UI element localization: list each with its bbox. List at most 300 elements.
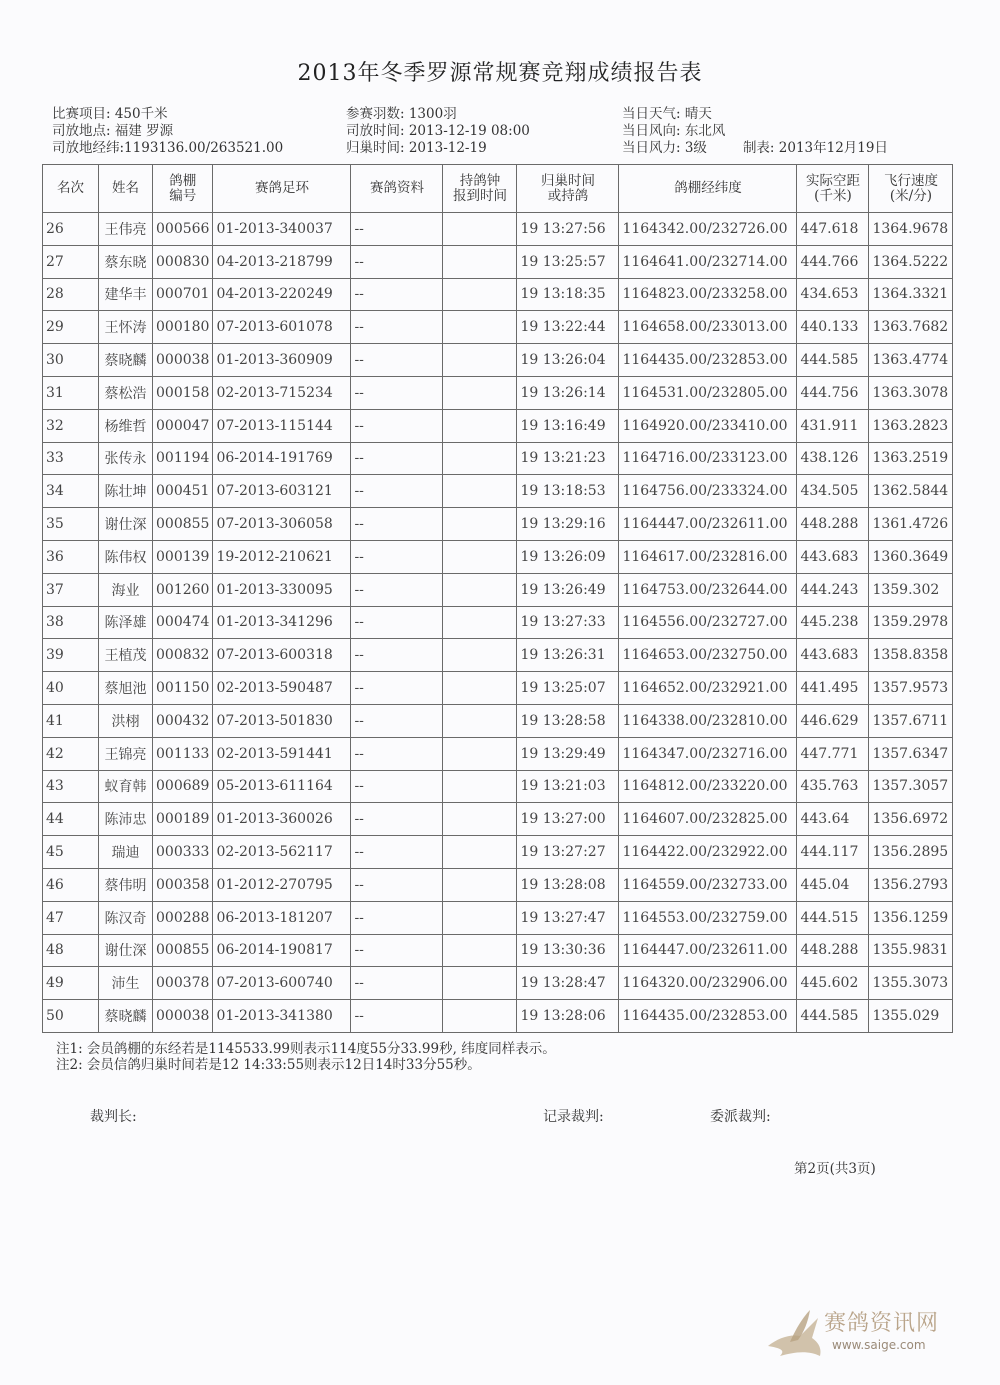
cell-arrival-time: 19 13:18:35 [517,278,619,311]
cell-clock-time [443,737,517,770]
cell-speed: 1364.3321 [869,278,953,311]
table-row [43,1000,953,1033]
cell-ring: 01-2013-360026 [213,803,351,836]
cell-loft-coords: 1164422.00/232922.00 [619,836,797,869]
header-speed: 飞行速度 (米/分) [869,165,953,213]
cell-rank: 46 [43,868,99,901]
header-arrival-time: 归巢时间 或持鸽 [517,165,619,213]
table-row [43,967,953,1000]
cell-loft-id: 000378 [153,967,213,1000]
cell-rank: 26 [43,213,99,246]
cell-loft-coords: 1164753.00/232644.00 [619,573,797,606]
cell-loft-id: 000830 [153,245,213,278]
cell-distance: 438.126 [797,442,869,475]
cell-bird-info: -- [351,376,443,409]
cell-loft-coords: 1164435.00/232853.00 [619,344,797,377]
table-row [43,803,953,836]
table-row [43,573,953,606]
cell-rank: 45 [43,836,99,869]
cell-ring: 02-2013-562117 [213,836,351,869]
cell-speed: 1363.2519 [869,442,953,475]
cell-rank: 41 [43,704,99,737]
cell-clock-time [443,770,517,803]
cell-bird-info: -- [351,967,443,1000]
table-row [43,836,953,869]
cell-speed: 1356.1259 [869,901,953,934]
cell-arrival-time: 19 13:26:09 [517,540,619,573]
cell-arrival-time: 19 13:27:33 [517,606,619,639]
cell-name: 陈沛忠 [99,803,153,836]
cell-loft-id: 000333 [153,836,213,869]
cell-bird-info: -- [351,442,443,475]
cell-arrival-time: 19 13:26:49 [517,573,619,606]
cell-distance: 434.505 [797,475,869,508]
cell-loft-id: 001260 [153,573,213,606]
cell-bird-info: -- [351,868,443,901]
cell-loft-coords: 1164447.00/232611.00 [619,508,797,541]
header-loft-id: 鸽棚 编号 [153,165,213,213]
cell-bird-info: -- [351,508,443,541]
cell-loft-id: 001150 [153,672,213,705]
cell-arrival-time: 19 13:26:31 [517,639,619,672]
cell-bird-info: -- [351,803,443,836]
cell-clock-time [443,409,517,442]
cell-arrival-time: 19 13:25:07 [517,672,619,705]
cell-name: 蔡松浩 [99,376,153,409]
table-row [43,672,953,705]
watermark-url: www.saige.com [832,1338,926,1352]
cell-speed: 1363.3078 [869,376,953,409]
cell-clock-time [443,540,517,573]
cell-loft-id: 000474 [153,606,213,639]
cell-rank: 28 [43,278,99,311]
cell-distance: 445.602 [797,967,869,1000]
cell-rank: 34 [43,475,99,508]
cell-speed: 1363.4774 [869,344,953,377]
cell-rank: 32 [43,409,99,442]
cell-loft-coords: 1164652.00/232921.00 [619,672,797,705]
cell-distance: 444.756 [797,376,869,409]
cell-clock-time [443,901,517,934]
cell-rank: 50 [43,1000,99,1033]
cell-loft-id: 000180 [153,311,213,344]
cell-name: 蔡晓麟 [99,344,153,377]
cell-speed: 1356.2895 [869,836,953,869]
cell-clock-time [443,344,517,377]
cell-clock-time [443,868,517,901]
cell-rank: 39 [43,639,99,672]
cell-bird-info: -- [351,344,443,377]
cell-rank: 35 [43,508,99,541]
cell-loft-id: 000038 [153,344,213,377]
cell-arrival-time: 19 13:27:56 [517,213,619,246]
report-title: 2013年冬季罗源常规赛竞翔成绩报告表 [297,61,703,86]
cell-rank: 33 [43,442,99,475]
recorder-label: 记录裁判: [543,1109,604,1125]
cell-speed: 1364.9678 [869,213,953,246]
cell-arrival-time: 19 13:28:06 [517,1000,619,1033]
table-row [43,409,953,442]
note-1: 注1: 会员鸽棚的东经若是1145533.99则表示114度55分33.99秒, 纬度同样表示。 [56,1041,556,1057]
info-col-3 [622,106,888,157]
cell-ring: 06-2014-190817 [213,934,351,967]
cell-loft-coords: 1164617.00/232816.00 [619,540,797,573]
table-row [43,344,953,377]
cell-bird-info: -- [351,704,443,737]
cell-bird-info: -- [351,540,443,573]
cell-loft-coords: 1164338.00/232810.00 [619,704,797,737]
table-row [43,213,953,246]
cell-name: 陈壮坤 [99,475,153,508]
cell-speed: 1359.302 [869,573,953,606]
page-number: 第2页(共3页) [794,1161,876,1177]
cell-name: 海业 [99,573,153,606]
cell-arrival-time: 19 13:21:03 [517,770,619,803]
cell-loft-id: 000432 [153,704,213,737]
cell-speed: 1358.8358 [869,639,953,672]
cell-clock-time [443,606,517,639]
cell-arrival-time: 19 13:27:00 [517,803,619,836]
weather-info: 当日天气: 晴天 [622,106,712,122]
cell-arrival-time: 19 13:27:27 [517,836,619,869]
cell-rank: 42 [43,737,99,770]
cell-clock-time [443,278,517,311]
cell-bird-info: -- [351,836,443,869]
cell-ring: 05-2013-611164 [213,770,351,803]
cell-name: 沛生 [99,967,153,1000]
table-row [43,704,953,737]
cell-name: 谢仕深 [99,934,153,967]
cell-rank: 44 [43,803,99,836]
cell-distance: 445.238 [797,606,869,639]
cell-loft-id: 000139 [153,540,213,573]
cell-clock-time [443,442,517,475]
cell-arrival-time: 19 13:29:16 [517,508,619,541]
cell-distance: 448.288 [797,934,869,967]
cell-arrival-time: 19 13:25:57 [517,245,619,278]
wind-force-info: 当日风力: 3级 制表: 2013年12月19日 [622,140,888,156]
cell-ring: 04-2013-218799 [213,245,351,278]
cell-name: 王怀涛 [99,311,153,344]
cell-ring: 01-2013-341380 [213,1000,351,1033]
cell-ring: 07-2013-600318 [213,639,351,672]
cell-name: 陈泽雄 [99,606,153,639]
cell-clock-time [443,836,517,869]
cell-arrival-time: 19 13:18:53 [517,475,619,508]
cell-arrival-time: 19 13:30:36 [517,934,619,967]
cell-loft-id: 000855 [153,508,213,541]
cell-loft-coords: 1164553.00/232759.00 [619,901,797,934]
cell-name: 蔡东晓 [99,245,153,278]
cell-ring: 07-2013-601078 [213,311,351,344]
cell-bird-info: -- [351,639,443,672]
watermark-name: 赛鸽资讯网 [824,1311,940,1336]
cell-distance: 443.683 [797,540,869,573]
table-row [43,376,953,409]
cell-bird-info: -- [351,213,443,246]
cell-bird-info: -- [351,770,443,803]
cell-arrival-time: 19 13:29:49 [517,737,619,770]
cell-arrival-time: 19 13:26:14 [517,376,619,409]
cell-name: 王植茂 [99,639,153,672]
cell-name: 杨维哲 [99,409,153,442]
cell-loft-coords: 1164531.00/232805.00 [619,376,797,409]
cell-loft-id: 000701 [153,278,213,311]
cell-rank: 36 [43,540,99,573]
watermark-logo [760,1298,960,1368]
cell-clock-time [443,311,517,344]
table-row [43,934,953,967]
cell-bird-info: -- [351,311,443,344]
cell-bird-info: -- [351,606,443,639]
cell-speed: 1356.6972 [869,803,953,836]
cell-clock-time [443,803,517,836]
cell-rank: 38 [43,606,99,639]
cell-clock-time [443,967,517,1000]
cell-loft-coords: 1164658.00/233013.00 [619,311,797,344]
cell-loft-coords: 1164342.00/232726.00 [619,213,797,246]
cell-loft-id: 000158 [153,376,213,409]
cell-clock-time [443,672,517,705]
cell-distance: 448.288 [797,508,869,541]
cell-loft-id: 000288 [153,901,213,934]
header-bird-info: 赛鸽资料 [351,165,443,213]
cell-distance: 444.766 [797,245,869,278]
cell-name: 蔡伟明 [99,868,153,901]
header-name: 姓名 [99,165,153,213]
cell-loft-id: 000038 [153,1000,213,1033]
cell-speed: 1362.5844 [869,475,953,508]
cell-ring: 01-2013-360909 [213,344,351,377]
cell-arrival-time: 19 13:21:23 [517,442,619,475]
table-row [43,508,953,541]
cell-distance: 444.515 [797,901,869,934]
cell-loft-coords: 1164435.00/232853.00 [619,1000,797,1033]
table-row [43,245,953,278]
cell-loft-coords: 1164812.00/233220.00 [619,770,797,803]
cell-ring: 07-2013-600740 [213,967,351,1000]
cell-ring: 01-2013-341296 [213,606,351,639]
cell-bird-info: -- [351,245,443,278]
cell-bird-info: -- [351,672,443,705]
cell-speed: 1357.6711 [869,704,953,737]
cell-rank: 37 [43,573,99,606]
cell-speed: 1361.4726 [869,508,953,541]
cell-name: 蔡旭池 [99,672,153,705]
cell-distance: 445.04 [797,868,869,901]
cell-speed: 1364.5222 [869,245,953,278]
cell-clock-time [443,704,517,737]
cell-rank: 30 [43,344,99,377]
cell-bird-info: -- [351,475,443,508]
cell-loft-coords: 1164716.00/233123.00 [619,442,797,475]
cell-ring: 06-2013-181207 [213,901,351,934]
cell-ring: 02-2013-591441 [213,737,351,770]
cell-rank: 49 [43,967,99,1000]
header-loft-coords: 鸽棚经纬度 [619,165,797,213]
cell-name: 蔡晓麟 [99,1000,153,1033]
wind-direction-info: 当日风向: 东北风 [622,123,726,139]
cell-clock-time [443,475,517,508]
cell-clock-time [443,213,517,246]
table-row [43,737,953,770]
cell-loft-id: 000451 [153,475,213,508]
table-row [43,311,953,344]
table-row [43,540,953,573]
table-row [43,606,953,639]
cell-bird-info: -- [351,901,443,934]
cell-bird-info: -- [351,573,443,606]
cell-bird-info: -- [351,934,443,967]
cell-speed: 1359.2978 [869,606,953,639]
notes [56,1041,556,1073]
chief-referee-label: 裁判长: [90,1109,137,1125]
location-info: 司放地点: 福建 罗源 [52,123,174,139]
table-row [43,278,953,311]
cell-clock-time [443,376,517,409]
cell-name: 王伟亮 [99,213,153,246]
made-date: 制表: 2013年12月19日 [742,140,888,156]
cell-arrival-time: 19 13:26:04 [517,344,619,377]
pigeon-icon [760,1298,830,1368]
cell-loft-id: 000832 [153,639,213,672]
cell-arrival-time: 19 13:28:47 [517,967,619,1000]
cell-loft-coords: 1164559.00/232733.00 [619,868,797,901]
cell-ring: 01-2013-330095 [213,573,351,606]
header-rank: 名次 [43,165,99,213]
cell-loft-id: 000566 [153,213,213,246]
cell-speed: 1356.2793 [869,868,953,901]
cell-distance: 431.911 [797,409,869,442]
table-row [43,901,953,934]
cell-speed: 1355.3073 [869,967,953,1000]
cell-name: 王锦亮 [99,737,153,770]
cell-distance: 444.243 [797,573,869,606]
cell-loft-coords: 1164607.00/232825.00 [619,803,797,836]
cell-arrival-time: 19 13:27:47 [517,901,619,934]
release-coords-info: 司放地经纬:1193136.00/263521.00 [52,140,284,156]
cell-speed: 1357.3057 [869,770,953,803]
cell-loft-id: 000189 [153,803,213,836]
cell-loft-coords: 1164641.00/232714.00 [619,245,797,278]
cell-rank: 40 [43,672,99,705]
cell-arrival-time: 19 13:16:49 [517,409,619,442]
cell-distance: 440.133 [797,311,869,344]
cell-ring: 07-2013-501830 [213,704,351,737]
cell-loft-id: 000689 [153,770,213,803]
cell-distance: 447.771 [797,737,869,770]
cell-clock-time [443,245,517,278]
cell-loft-coords: 1164447.00/232611.00 [619,934,797,967]
cell-clock-time [443,573,517,606]
cell-name: 瑞迪 [99,836,153,869]
cell-rank: 47 [43,901,99,934]
table-row [43,442,953,475]
cell-clock-time [443,639,517,672]
cell-loft-id: 000047 [153,409,213,442]
table-row [43,868,953,901]
cell-clock-time [443,508,517,541]
cell-bird-info: -- [351,737,443,770]
note-2: 注2: 会员信鸽归巢时间若是12 14:33:55则表示12日14时33分55秒。 [56,1057,481,1073]
return-time-info: 归巢时间: 2013-12-19 [346,140,487,156]
cell-distance: 447.618 [797,213,869,246]
cell-bird-info: -- [351,1000,443,1033]
results-table [42,164,953,1033]
cell-speed: 1357.9573 [869,672,953,705]
cell-clock-time [443,934,517,967]
cell-distance: 444.585 [797,344,869,377]
cell-rank: 43 [43,770,99,803]
cell-loft-coords: 1164653.00/232750.00 [619,639,797,672]
cell-name: 蚁育韩 [99,770,153,803]
results-body [43,213,953,1033]
release-time-info: 司放时间: 2013-12-19 08:00 [346,123,530,139]
cell-loft-id: 000855 [153,934,213,967]
table-row [43,475,953,508]
cell-loft-coords: 1164920.00/233410.00 [619,409,797,442]
cell-loft-id: 001194 [153,442,213,475]
cell-arrival-time: 19 13:28:08 [517,868,619,901]
cell-ring: 07-2013-603121 [213,475,351,508]
count-info: 参赛羽数: 1300羽 [346,106,457,122]
cell-distance: 446.629 [797,704,869,737]
cell-distance: 441.495 [797,672,869,705]
cell-speed: 1355.9831 [869,934,953,967]
cell-distance: 444.117 [797,836,869,869]
cell-speed: 1363.2823 [869,409,953,442]
header-row [43,165,953,213]
cell-arrival-time: 19 13:28:58 [517,704,619,737]
cell-ring: 02-2013-715234 [213,376,351,409]
cell-name: 洪栩 [99,704,153,737]
cell-name: 张传永 [99,442,153,475]
cell-rank: 29 [43,311,99,344]
table-row [43,639,953,672]
cell-distance: 444.585 [797,1000,869,1033]
cell-loft-coords: 1164320.00/232906.00 [619,967,797,1000]
info-col-1 [52,106,283,157]
event-info: 比赛项目: 450千米 [52,106,168,122]
info-col-2 [346,106,530,157]
cell-loft-coords: 1164823.00/233258.00 [619,278,797,311]
cell-ring: 06-2014-191769 [213,442,351,475]
cell-name: 建华丰 [99,278,153,311]
cell-ring: 07-2013-306058 [213,508,351,541]
cell-rank: 48 [43,934,99,967]
cell-ring: 02-2013-590487 [213,672,351,705]
cell-name: 陈伟权 [99,540,153,573]
cell-loft-id: 000358 [153,868,213,901]
cell-bird-info: -- [351,409,443,442]
cell-ring: 07-2013-115144 [213,409,351,442]
cell-loft-id: 001133 [153,737,213,770]
cell-speed: 1357.6347 [869,737,953,770]
header-distance: 实际空距 (千米) [797,165,869,213]
cell-distance: 443.64 [797,803,869,836]
cell-ring: 01-2013-340037 [213,213,351,246]
cell-name: 陈汉奇 [99,901,153,934]
cell-clock-time [443,1000,517,1033]
cell-speed: 1355.029 [869,1000,953,1033]
cell-ring: 01-2012-270795 [213,868,351,901]
cell-distance: 435.763 [797,770,869,803]
cell-arrival-time: 19 13:22:44 [517,311,619,344]
cell-loft-coords: 1164347.00/232716.00 [619,737,797,770]
cell-loft-coords: 1164756.00/233324.00 [619,475,797,508]
cell-rank: 31 [43,376,99,409]
cell-name: 谢仕深 [99,508,153,541]
